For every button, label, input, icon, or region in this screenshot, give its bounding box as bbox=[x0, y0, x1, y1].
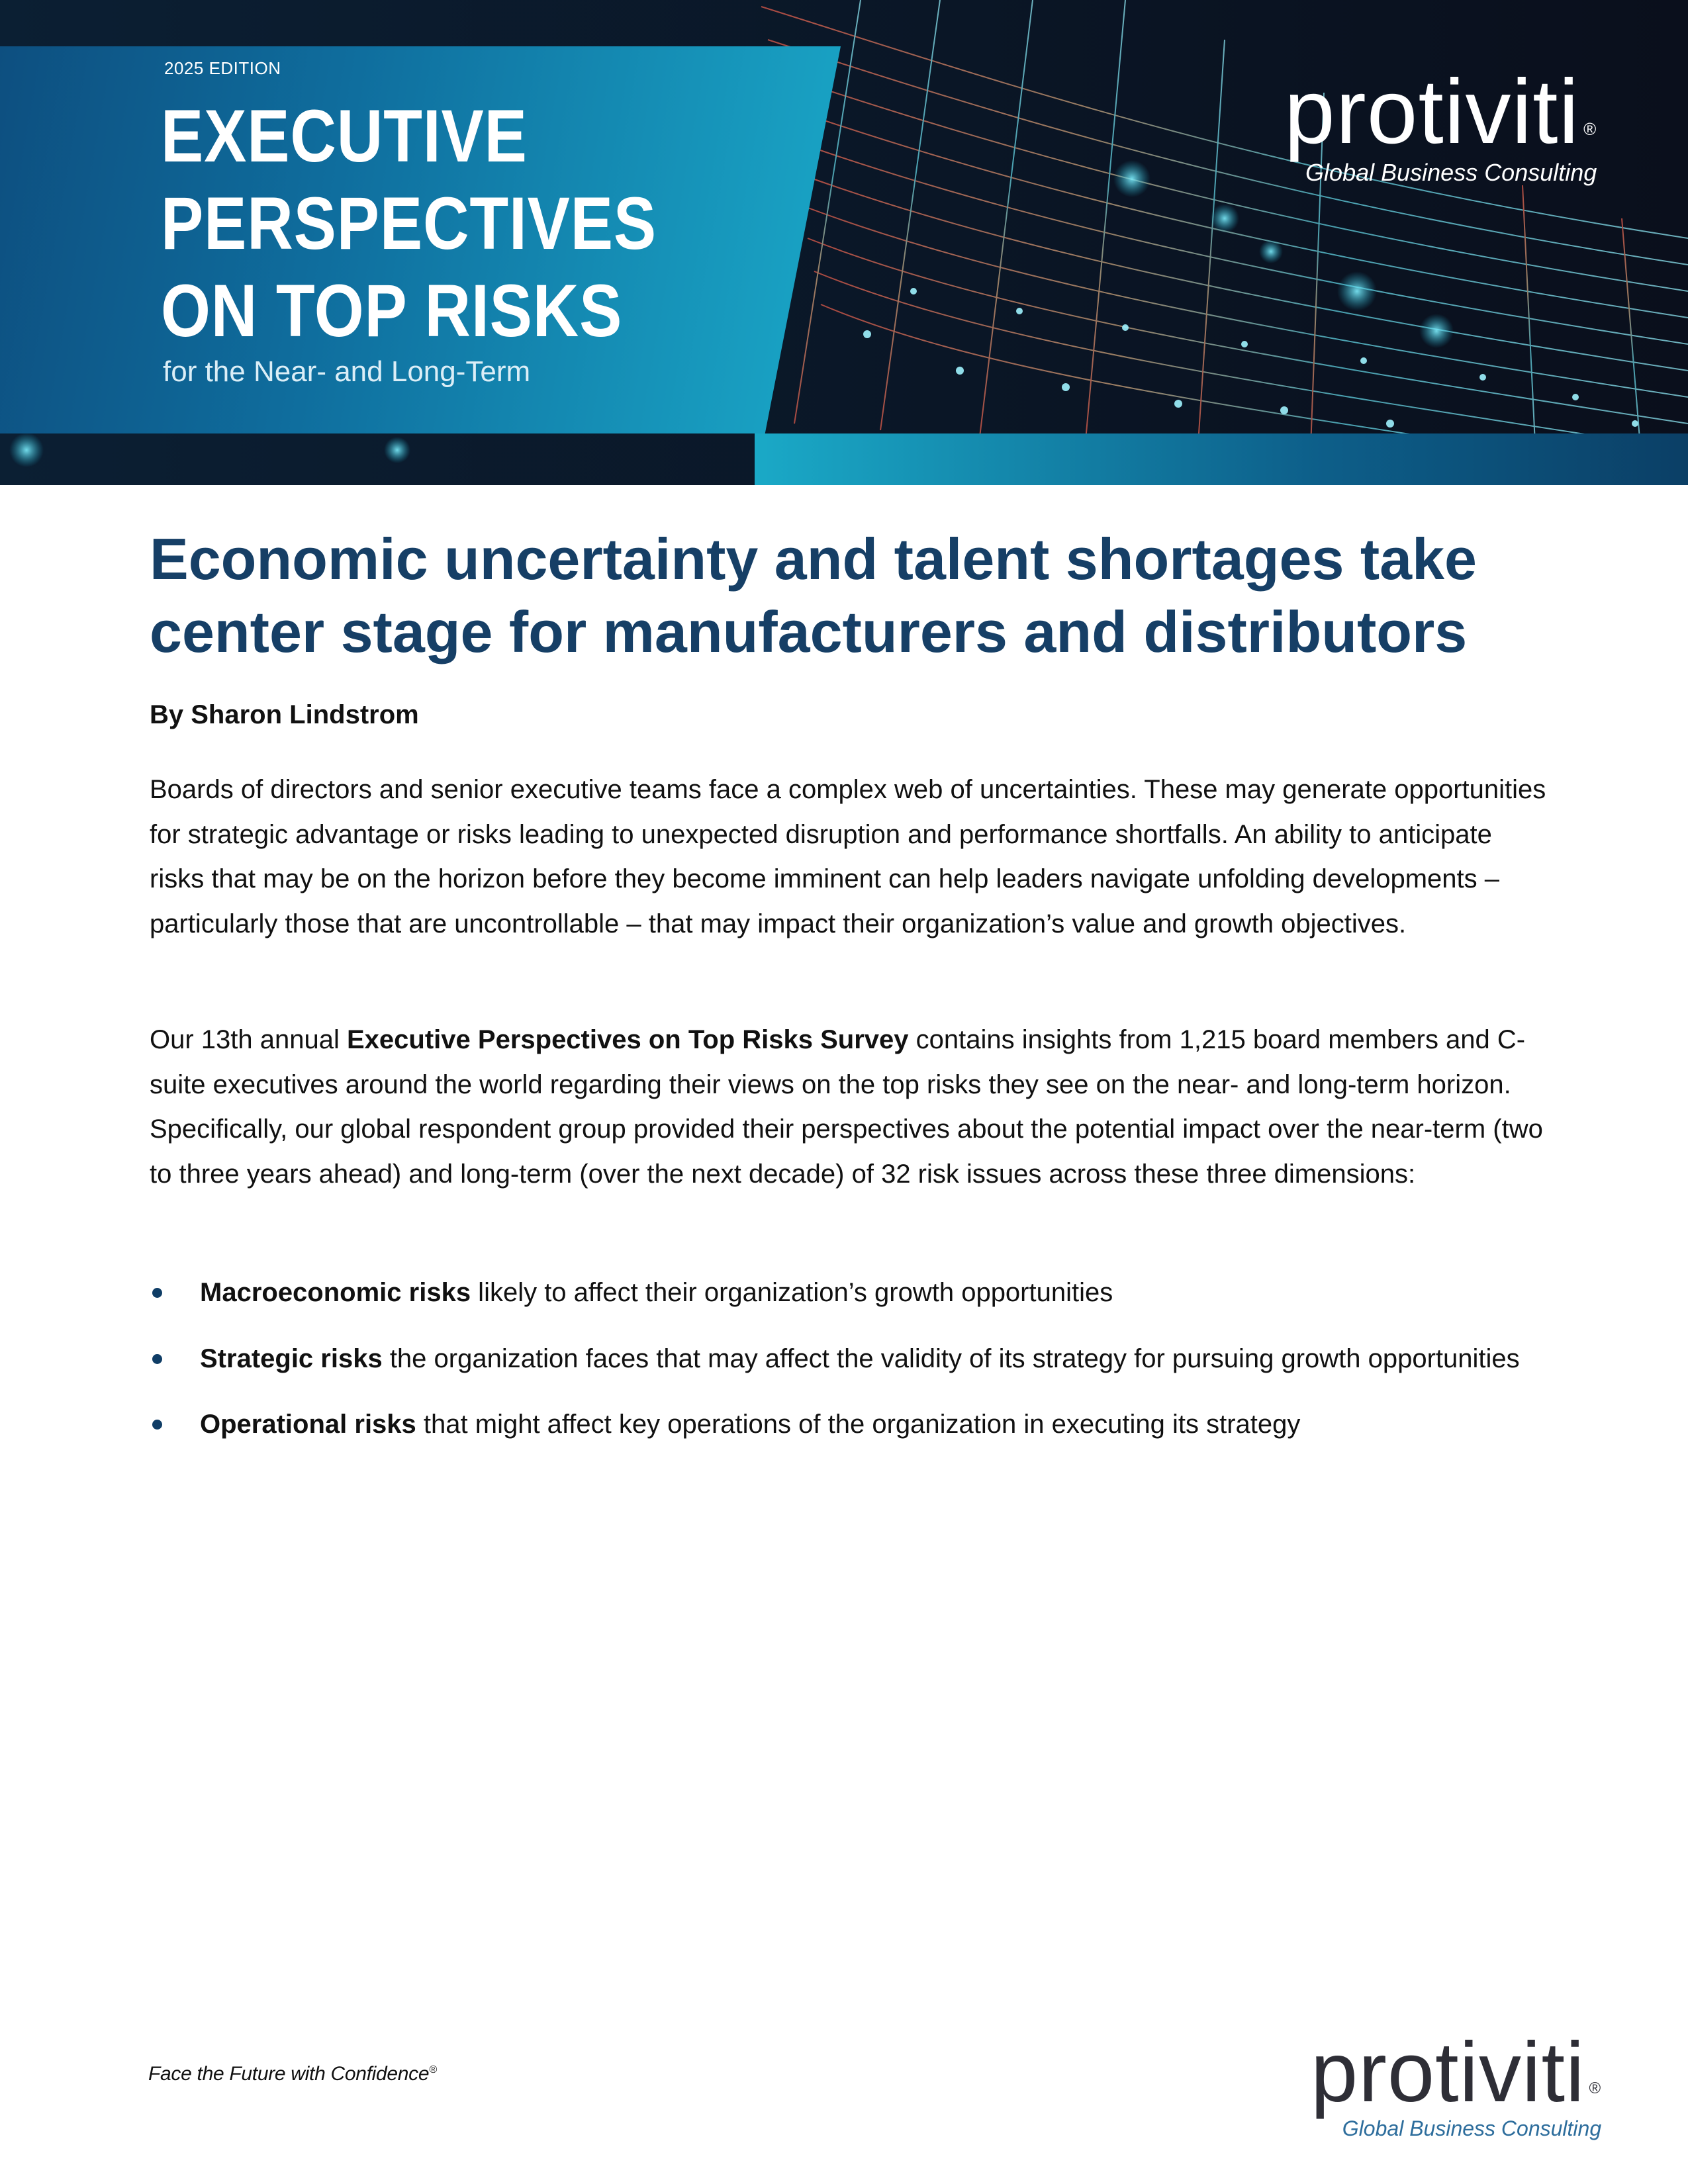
list-item-term: Operational risks bbox=[200, 1410, 416, 1439]
bullet-icon bbox=[152, 1354, 162, 1364]
footer-tagline bbox=[148, 2063, 437, 2085]
bullet-icon bbox=[152, 1420, 162, 1430]
protiviti-logo-footer bbox=[1311, 2025, 1602, 2141]
registered-mark: ® bbox=[429, 2064, 437, 2075]
registered-mark: ® bbox=[1589, 2079, 1602, 2097]
author-byline: By Sharon Lindstrom bbox=[150, 700, 419, 729]
cover-banner bbox=[0, 0, 1688, 485]
list-item-text: likely to affect their organization’s growth opportunities bbox=[471, 1278, 1113, 1307]
logo-tagline: Global Business Consulting bbox=[1305, 159, 1597, 186]
article-headline: Economic uncertainty and talent shortages take center stage for manufacturers and distributors bbox=[150, 526, 1477, 664]
logo-wordmark-text: protiviti bbox=[1284, 61, 1580, 163]
logo-wordmark bbox=[1284, 61, 1597, 163]
registered-mark: ® bbox=[1583, 119, 1597, 139]
list-item-term: Macroeconomic risks bbox=[200, 1278, 471, 1307]
report-title-line: PERSPECTIVES bbox=[161, 182, 657, 265]
edition-label: 2025 EDITION bbox=[164, 58, 281, 78]
survey-name: Executive Perspectives on Top Risks Survey bbox=[347, 1025, 909, 1054]
intro-paragraph: Boards of directors and senior executive teams face a complex web of uncertainties. These may generate opportunities for strategic advantage or risks leading to unexpected disruption and performance shortfalls. An ability to anticipate risks that may be on the horizon before they become imminent can help leaders navigate unfolding developments – particularly those that are uncontrollable – that may impact their organization’s value and growth objectives. bbox=[150, 775, 1546, 938]
survey-paragraph-lead: Our 13th annual bbox=[150, 1025, 347, 1054]
list-item-text: that might affect key operations of the organization in executing its strategy bbox=[416, 1410, 1301, 1439]
logo-tagline: Global Business Consulting bbox=[1342, 2116, 1602, 2140]
banner-accent-band bbox=[755, 433, 1688, 485]
list-item bbox=[150, 1337, 1553, 1382]
logo-wordmark-text: protiviti bbox=[1311, 2025, 1585, 2120]
report-title bbox=[161, 93, 657, 355]
list-item-term: Strategic risks bbox=[200, 1343, 383, 1373]
report-title-line: ON TOP RISKS bbox=[161, 269, 623, 352]
bullet-icon bbox=[152, 1288, 162, 1298]
survey-paragraph bbox=[150, 1018, 1553, 1197]
risk-dimensions-list bbox=[150, 1271, 1553, 1469]
footer-tagline-text: Face the Future with Confidence bbox=[148, 2063, 430, 2085]
protiviti-logo-header bbox=[1284, 61, 1597, 187]
logo-wordmark bbox=[1311, 2025, 1602, 2120]
list-item bbox=[150, 1402, 1553, 1447]
survey-paragraph-body: contains insights from 1,215 board members and C-suite executives around the world regarding their views on the top risks they see on the near- and long-term horizon. Specifically, our global respondent group provided their perspectives about the potential impact over the near-term (two to three years ahead) and long-term (over the next decade) of 32 risk issues across these three dimensions: bbox=[150, 1025, 1543, 1189]
list-item bbox=[150, 1271, 1553, 1316]
report-subtitle: for the Near- and Long-Term bbox=[163, 355, 531, 388]
report-title-line: EXECUTIVE bbox=[161, 95, 528, 177]
list-item-text: the organization faces that may affect the validity of its strategy for pursuing growth opportunities bbox=[382, 1343, 1520, 1373]
